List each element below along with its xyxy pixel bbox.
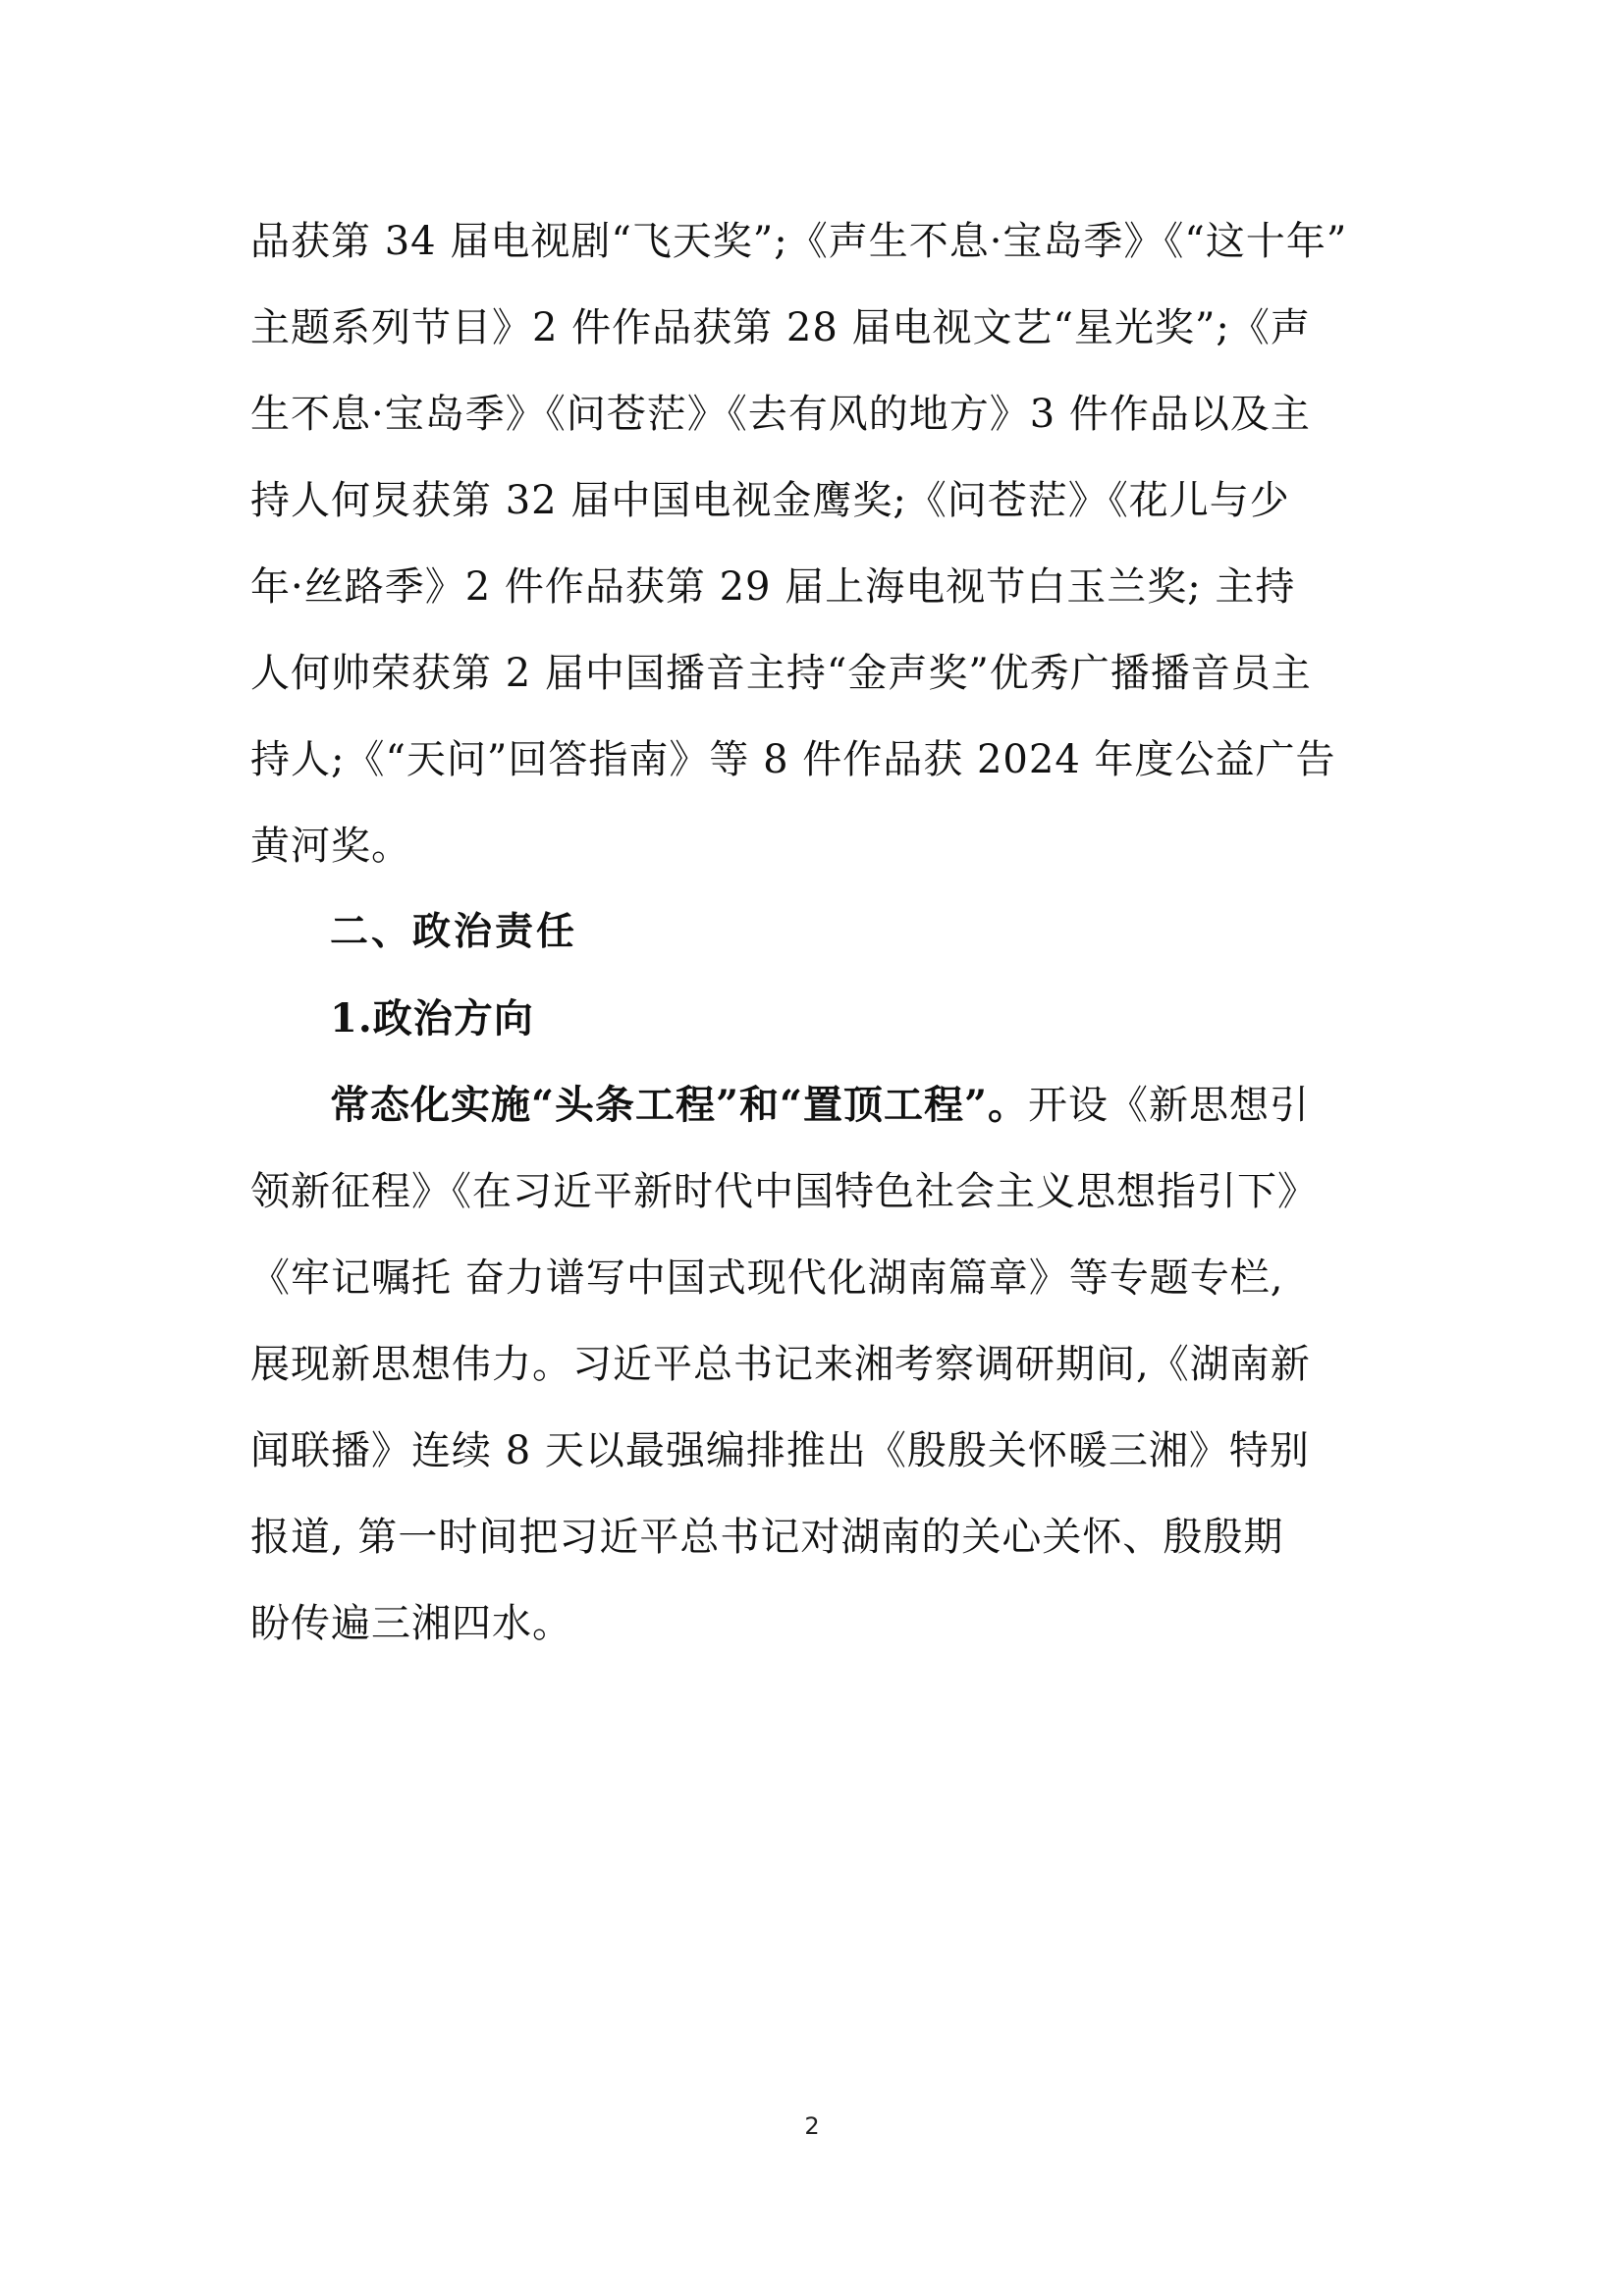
paragraph-line: 展现新思想伟力。习近平总书记来湘考察调研期间,《湖南新 [250,1342,1311,1387]
paragraph-line: 主题系列节目》2 件作品获第 28 届电视文艺“星光奖”;《声 [250,305,1311,350]
page-number: 2 [804,2112,820,2140]
paragraph-line: 生不息·宝岛季》《问苍茫》《去有风的地方》3 件作品以及主 [250,392,1311,437]
paragraph-line: 报道, 第一时间把习近平总书记对湖南的关心关怀、殷殷期 [250,1515,1284,1560]
paragraph-line: 领新征程》《在习近平新时代中国特色社会主义思想指引下》 [250,1169,1318,1214]
paragraph-line-text: 开设《新思想引 [1028,1083,1311,1128]
paragraph-line: 闻联播》连续 8 天以最强编排推出《殷殷关怀暖三湘》特别 [250,1428,1310,1473]
paragraph-line: 年·丝路季》2 件作品获第 29 届上海电视节白玉兰奖; 主持 [250,564,1296,610]
paragraph-line: 黄河奖。 [250,824,411,869]
paragraph-line: 盼传遍三湘四水。 [250,1601,572,1646]
paragraph-lead: 常态化实施“头条工程”和“置顶工程”。 [330,1082,1029,1128]
paragraph-line: 品获第 34 届电视剧“飞天奖”;《声生不息·宝岛季》《“这十年” [250,219,1348,264]
subsection-heading: 1.政治方向 [330,995,534,1041]
paragraph-line: 持人;《“天问”回答指南》等 8 件作品获 2024 年度公益广告 [250,737,1336,782]
paragraph-line: 人何帅荣获第 2 届中国播音主持“金声奖”优秀广播播音员主 [250,651,1312,696]
paragraph-first-line [330,1082,1469,1128]
section-heading: 二、政治责任 [330,910,578,954]
paragraph-line: 《牢记嘱托 奋力谱写中国式现代化湖南篇章》等专题专栏, [250,1255,1284,1301]
paragraph-line: 持人何炅获第 32 届中国电视金鹰奖;《问苍茫》《花儿与少 [250,478,1290,523]
